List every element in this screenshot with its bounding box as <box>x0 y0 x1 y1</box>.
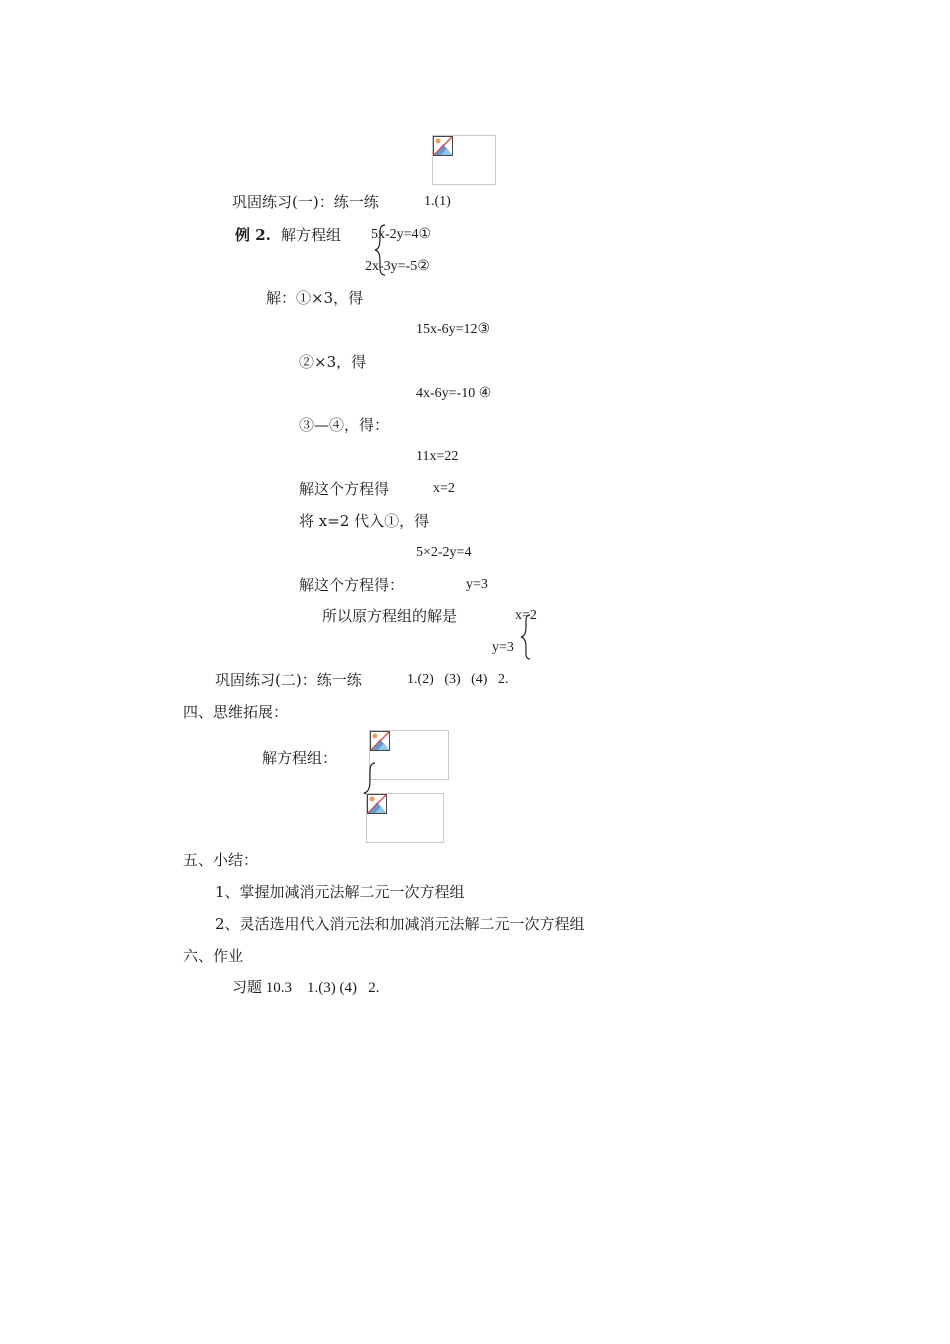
answer-x: x=2 <box>515 608 537 623</box>
equation-6: 5×2-2y=4 <box>416 545 472 560</box>
equation-3: 15x-6y=12③ <box>416 322 491 337</box>
practice1-items: 1.(1) <box>424 194 451 209</box>
solution-step4-result: x=2 <box>433 481 455 496</box>
equation-2: 2x-3y=-5② <box>365 259 430 274</box>
solution-step6-result: y=3 <box>466 577 488 592</box>
example2-instruction: 解方程组 <box>281 226 342 244</box>
equation-5: 11x=22 <box>416 449 459 464</box>
section4-heading: 四、思维拓展： <box>183 703 289 721</box>
practice1-title: 巩固练习(一)：练一练 <box>232 193 379 211</box>
solution-step1: 解：①×3，得 <box>266 289 364 307</box>
section5-heading: 五、小结： <box>183 851 259 869</box>
solution-step5: 将 x=2 代入①，得 <box>299 512 430 530</box>
solution-step2: ②×3，得 <box>299 353 367 371</box>
homework-assignment: 习题 10.3 1.(3) (4) 2. <box>232 980 380 996</box>
summary-point-1: 1、掌握加减消元法解二元一次方程组 <box>215 883 465 901</box>
practice2-items: 1.(2) (3) (4) 2. <box>407 672 509 687</box>
practice2-title: 巩固练习(二)：练一练 <box>215 671 362 689</box>
section6-heading: 六、作业 <box>183 947 244 965</box>
section4-prompt: 解方程组： <box>262 749 338 767</box>
answer-y: y=3 <box>492 640 514 655</box>
image-placeholder-top <box>432 135 496 185</box>
solution-step6-text: 解这个方程得： <box>299 576 405 594</box>
solution-conclusion: 所以原方程组的解是 <box>322 607 458 625</box>
example2-label: 例 2. <box>235 226 271 244</box>
broken-image-icon <box>367 794 387 814</box>
image-placeholder-eq1 <box>369 730 449 780</box>
summary-point-2: 2、灵活选用代入消元法和加减消元法解二元一次方程组 <box>215 915 585 933</box>
broken-image-icon <box>433 136 453 156</box>
answer-brace <box>519 614 533 660</box>
solution-step3: ③—④，得： <box>299 416 390 434</box>
solution-step4-text: 解这个方程得 <box>299 480 390 498</box>
equation-1: 5x-2y=4① <box>371 227 432 242</box>
image-placeholder-eq2 <box>366 793 444 843</box>
broken-image-icon <box>370 731 390 751</box>
equation-4: 4x-6y=-10 ④ <box>416 386 492 401</box>
